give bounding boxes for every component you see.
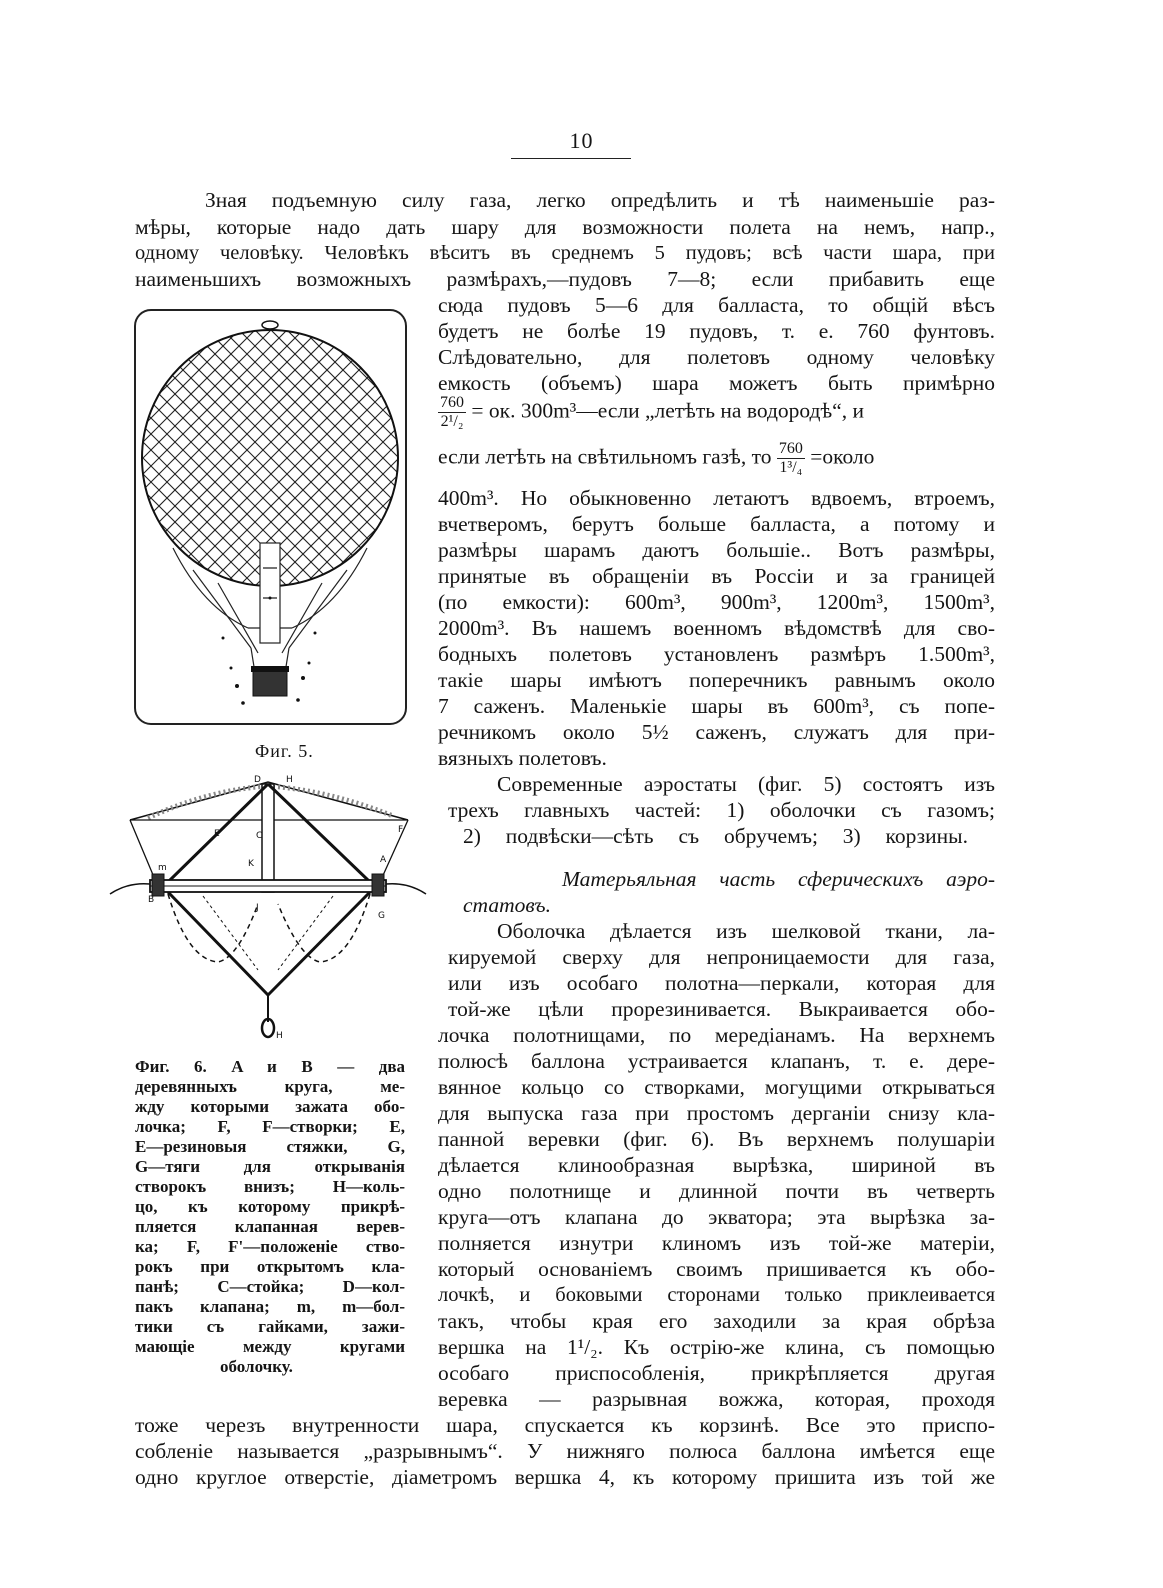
net-line xyxy=(133,308,357,608)
body-line: 400m³. Но обыкновенно летаютъ вдвоемъ, втроемъ, xyxy=(438,486,995,510)
body-line: Зная подъемную силу газа, легко опредѣлить и тѣ наименьшіе раз- xyxy=(205,188,995,212)
net-line xyxy=(133,308,245,608)
body-line: который основаніемъ своимъ пришивается къ обо- xyxy=(438,1257,995,1281)
formula-line-2 xyxy=(438,440,995,477)
figure-6-caption: пляется клапанная верев- xyxy=(135,1217,405,1236)
figure-6-caption: Фиг. 6. A и B — два xyxy=(135,1057,405,1076)
figure-6-caption: G—тяги для открыванія xyxy=(135,1157,405,1176)
body-line: кируемой сверху для непроницаемости для газа, xyxy=(448,945,995,969)
body-line: веревка — разрывная вожжа, которая, проходя xyxy=(438,1387,995,1411)
net-line xyxy=(233,308,408,608)
body-line: или изъ особаго полотна—перкали, которая для xyxy=(448,971,995,995)
fig6-letter: G xyxy=(378,911,385,921)
body-line: принятые въ обращеніи въ Россіи и за границей xyxy=(438,564,995,588)
net-line xyxy=(329,308,408,608)
body-line: для выпуска газа при простомъ дерганіи снизу кла- xyxy=(438,1101,995,1125)
body-line: одно полотнище и длинной почти въ четверть xyxy=(438,1179,995,1203)
body-line: лочкѣ, и боковыми сторонами только приклеивается xyxy=(438,1284,995,1306)
figure-6-caption: цо, къ которому прикрѣ- xyxy=(135,1197,405,1216)
body-line: полюсѣ баллона устраивается клапанъ, т. е. дере- xyxy=(438,1049,995,1073)
body-line: речникомъ около 5½ саженъ, служатъ для при- xyxy=(438,720,995,744)
net-line xyxy=(133,308,373,608)
body-line: емкость (объемъ) шара можетъ быть примѣрно xyxy=(438,371,995,395)
body-line: будетъ не болѣе 19 пудовъ, т. е. 760 фунтовъ. xyxy=(438,319,995,343)
net-line xyxy=(133,308,309,608)
fraction xyxy=(438,394,466,431)
body-line: круга—отъ клапана до экватора; эта вырѣзка за- xyxy=(438,1205,995,1229)
body-line: Оболочка дѣлается изъ шелковой ткани, ла- xyxy=(497,919,995,943)
body-line: 7 саженъ. Маленькіе шары въ 600m³, съ попе- xyxy=(438,694,995,718)
net-line xyxy=(361,308,408,608)
figure-6-caption: деревянныхъ круга, ме- xyxy=(135,1077,405,1096)
figure-6-caption: рокъ при открытомъ кла- xyxy=(135,1257,405,1276)
net-line xyxy=(233,308,408,608)
formula-text: = ок. 300m³—если „летѣть на водородѣ“, и xyxy=(471,398,864,423)
figure-6-caption: ка; F, F'—положеніе ство- xyxy=(135,1237,405,1256)
body-line: одно круглое отверстіе, діаметромъ вершка 4, къ которому пришита изъ той же xyxy=(135,1465,995,1489)
net-line xyxy=(377,308,408,608)
figure-6-valve-diagram xyxy=(108,770,428,1045)
fig6-letter: J xyxy=(256,903,259,913)
fraction-denominator: 2¹/₂ xyxy=(440,413,464,430)
figure-6-caption: пакъ клапана; m, m—бол- xyxy=(135,1297,405,1316)
fraction-numerator: 760 xyxy=(440,394,464,411)
body-line: трехъ главныхъ частей: 1) оболочки съ газомъ; xyxy=(448,798,995,822)
net-line xyxy=(133,308,245,608)
body-line: такіе шары имѣютъ поперечникъ равнымъ около xyxy=(438,668,995,692)
body-line: особаго приспособленія, прикрѣпляется другая xyxy=(438,1361,995,1385)
body-line: бодныхъ полетовъ установленъ размѣръ 1.500m³, xyxy=(438,642,995,666)
net-line xyxy=(133,308,213,608)
body-line: мѣры, которые надо дать шару для возможности полета на немъ, напр., xyxy=(135,215,995,239)
figure-5-label: Фиг. 5. xyxy=(255,741,314,761)
balloon-valve xyxy=(262,321,278,329)
figure-6-caption: мающіе между кругами xyxy=(135,1337,405,1356)
fig6-letter: E xyxy=(214,829,220,839)
net-line xyxy=(133,308,165,608)
fraction-numerator: 760 xyxy=(778,440,803,457)
body-line: лочка полотнищами, по мередіанамъ. На верхнемъ xyxy=(438,1023,995,1047)
body-line: Слѣдовательно, для полетовъ одному человѣку xyxy=(438,345,995,369)
body-line: вчетверомъ, берутъ больше балласта, а потому и xyxy=(438,512,995,536)
fig6-letter: A xyxy=(380,855,387,865)
balloon-basket xyxy=(253,670,287,696)
net-line xyxy=(133,308,165,608)
figure-6-caption: лочка; F, F—створки; E, xyxy=(135,1117,405,1136)
valve-post xyxy=(262,784,274,892)
figure-5-balloon xyxy=(133,308,408,726)
figure-6-caption: тики съ гайками, зажи- xyxy=(135,1317,405,1336)
body-line: такъ, чтобы края его заходили за края обрѣза xyxy=(438,1309,995,1333)
body-line: сюда пудовъ 5—6 для балласта, то общій вѣсъ xyxy=(438,293,995,317)
net-line xyxy=(133,308,213,608)
fig6-letter: m xyxy=(158,863,167,873)
net-line xyxy=(133,308,357,608)
body-line: 2000m³. Въ нашемъ военномъ вѣдомствѣ для сво- xyxy=(438,616,995,640)
fig6-letter: B xyxy=(148,895,155,905)
body-line: наименьшихъ возможныхъ размѣрахъ,—пудовъ 7—8; если прибавить еще xyxy=(135,267,995,291)
fig6-letter: K xyxy=(248,859,254,869)
net-line xyxy=(297,308,408,608)
fig6-letter: C xyxy=(256,831,263,841)
section-subheading: статовъ. xyxy=(463,893,551,917)
fraction-denominator: 1³/₄ xyxy=(779,459,803,476)
body-line: собленіе называется „разрывнымъ“. У нижняго полюса баллона имѣется еще xyxy=(135,1439,995,1463)
figure-6-caption: створокъ внизъ; H—коль- xyxy=(135,1177,405,1196)
body-line: той-же цѣли прорезинивается. Выкраивается обо- xyxy=(448,997,995,1021)
formula-line-1 xyxy=(438,394,995,431)
fig6-letter: F xyxy=(398,825,404,835)
body-line: размѣры шарамъ даютъ большіе.. Вотъ размѣры, xyxy=(438,538,995,562)
formula-text-before: если летѣть на свѣтильномъ газѣ, то xyxy=(438,444,772,469)
figure-6-caption: жду которыми зажата обо- xyxy=(135,1097,405,1116)
body-line: 2) подвѣски—сѣть съ обручемъ; 3) корзины. xyxy=(463,824,968,848)
body-line: полняется изнутри клиномъ изъ той-же матеріи, xyxy=(438,1231,995,1255)
body-line: Современные аэростаты (фиг. 5) состоятъ изъ xyxy=(497,772,995,796)
figure-6-caption: E—резиновыя стяжки, G, xyxy=(135,1137,405,1156)
net-line xyxy=(133,308,373,608)
body-line: тоже черезъ внутренности шара, спускается къ корзинѣ. Все это приспо- xyxy=(135,1413,995,1437)
balloon-suspension xyxy=(173,543,367,673)
figure-6-caption: оболочку. xyxy=(220,1357,293,1376)
net-line xyxy=(329,308,408,608)
body-line: (по емкости): 600m³, 900m³, 1200m³, 1500m³, xyxy=(438,590,995,614)
net-line xyxy=(377,308,408,608)
fig6-letter: H xyxy=(276,1031,283,1041)
header-rule xyxy=(511,158,631,159)
figure-6-caption: панѣ; C—стойка; D—кол- xyxy=(135,1277,405,1296)
body-line: вянное кольцо со створками, могущими открываться xyxy=(438,1075,995,1099)
body-line: одному человѣку. Человѣкъ вѣситъ въ среднемъ 5 пудовъ; всѣ части шара, при xyxy=(135,242,995,264)
net-line xyxy=(133,308,181,608)
fig6-letter: H xyxy=(286,775,293,785)
body-line: вершка на 1¹/₂. Къ острію-же клина, съ помощью xyxy=(438,1335,995,1359)
net-line xyxy=(169,308,408,608)
fig6-letter: D xyxy=(254,775,261,785)
net-line xyxy=(169,308,408,608)
net-line xyxy=(297,308,408,608)
section-subheading: Матерьяльная часть сферическихъ аэро- xyxy=(562,867,995,891)
formula-text-after: =около xyxy=(810,444,875,469)
body-line: панной веревки (фиг. 6). Въ верхнемъ полушаріи xyxy=(438,1127,995,1151)
body-line: дѣлается клинообразная вырѣзка, шириной въ xyxy=(438,1153,995,1177)
net-line xyxy=(361,308,408,608)
page-number: 10 xyxy=(569,128,594,153)
fraction xyxy=(777,440,805,477)
net-line xyxy=(133,308,181,608)
body-line: вязныхъ полетовъ. xyxy=(438,746,607,770)
